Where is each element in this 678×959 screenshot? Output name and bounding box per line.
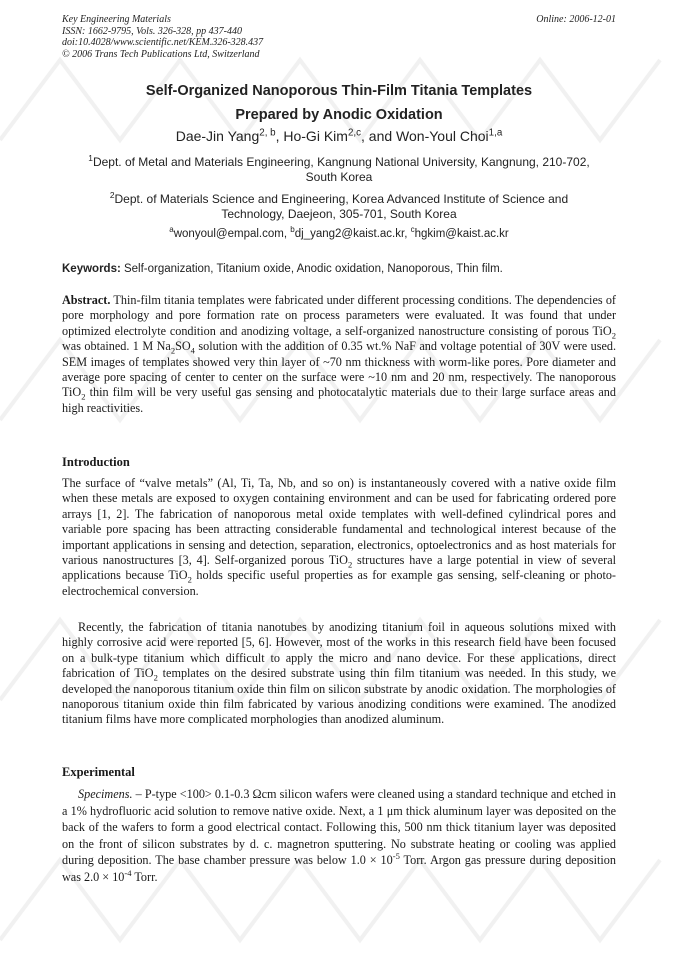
- keywords-label: Keywords:: [62, 263, 121, 275]
- experimental-text: Torr.: [131, 869, 158, 884]
- publication-header: [62, 14, 616, 60]
- author-3-affil: 1,a: [488, 127, 503, 139]
- affiliation-2-text: Dept. of Materials Science and Engineering, Korea Advanced Institute of Science and Technology, Daejeon, 305-701, South Korea: [114, 192, 569, 221]
- intro-text: templates on the desired substrate using thin film titanium was needed. In this study, we developed the nanoporous titanium oxide thin film on silicon substrate by anodic oxidation. The morphologies of nanoporous titanium oxide thin film fabricated by various anodizing conditions were examined. The anodized titanium films have more complicated morphologies than anodized aluminum.: [62, 666, 616, 727]
- affiliation-1-mark: 1: [88, 153, 93, 163]
- doi-line: doi:10.4028/www.scientific.net/KEM.326-328.437: [62, 37, 264, 48]
- abstract-text: was obtained. 1 M Na: [62, 339, 171, 354]
- author-separator: ,: [275, 128, 284, 144]
- intro-text: The surface of “valve metals” (Al, Ti, Ta, Nb, and so on) is instantaneously covered with a native oxide film when these metals are exposed to oxygen containing environment and can be used for fabricating ordered pore arrays [1, 2]. The fabrication of nanoporous metal oxide templates with well-defined cylindrical pores and variable pore spacing has been attracting considerable fundamental and technological interest because of the important applications in sensing and detection, separation, electronics, optoelectronics and as host materials for various nanostructures [3, 4]. Self-organized porous TiO: [62, 476, 616, 568]
- author-1: Dae-Jin Yang: [175, 128, 260, 144]
- experimental-text: – P-type <100> 0.1-0.3 Ωcm silicon wafers were cleaned using a standard technique and etched in a 1% hydrofluoric acid solution to remove native oxide. Next, a 1 μm thick aluminum layer was deposited on the back of the wafers to form a good electrical contact. Following this, 500 nm thick titanium layer was deposited on the front of silicon substrates by d. c. magnetron sputtering. No substrate heating or cooling was applied during deposition. The base chamber pressure was below 1.0 × 10: [62, 787, 616, 868]
- author-3: Won-Youl Choi: [396, 128, 489, 144]
- copyright-line: © 2006 Trans Tech Publications Ltd, Switzerland: [62, 48, 260, 60]
- intro-text: Recently, the fabrication of titania nanotubes by anodizing titanium foil in aqueous solutions mixed with highly corrosive acid were reported [5, 6]. However, most of the works in this research field have been focused on a bulk-type titanium which difficult to apply the micro and nano device. For these applications, direct fabrication of TiO: [62, 620, 616, 681]
- abstract-paragraph: [62, 293, 616, 416]
- email-c[interactable]: hgkim@kaist.ac.kr: [414, 228, 509, 240]
- email-b[interactable]: dj_yang2@kaist.ac.kr,: [294, 228, 411, 240]
- journal-name: Key Engineering Materials: [62, 14, 171, 25]
- experimental-paragraph: [62, 786, 616, 886]
- introduction-heading: Introduction: [62, 455, 130, 469]
- subscript: 2: [187, 574, 192, 585]
- subscript: 2: [81, 391, 86, 402]
- keywords-text: Self-organization, Titanium oxide, Anodic oxidation, Nanoporous, Thin film.: [120, 263, 503, 275]
- keywords: [62, 263, 616, 275]
- author-list: [62, 128, 616, 144]
- email-b-mark: b: [290, 225, 295, 235]
- introduction-paragraph-2: [62, 620, 616, 728]
- subscript: 2: [170, 345, 176, 356]
- email-a[interactable]: wonyoul@empal.com,: [173, 228, 291, 240]
- author-1-affil: 2, b: [259, 127, 276, 139]
- author-separator: , and: [361, 128, 397, 144]
- affiliation-2-mark: 2: [109, 190, 115, 200]
- superscript: -4: [124, 867, 132, 878]
- issn-line: ISSN: 1662-9795, Vols. 326-328, pp 437-440: [62, 25, 242, 37]
- specimens-label: Specimens.: [78, 787, 133, 801]
- affiliation-2: [82, 192, 596, 222]
- intro-text: holds specific useful properties as for example gas sensing, self-cleaning or photo-electrochemical conversion.: [62, 568, 616, 598]
- email-c-mark: c: [410, 225, 415, 235]
- paper-title-line-2: Prepared by Anodic Oxidation: [235, 107, 443, 123]
- superscript: -5: [392, 851, 400, 862]
- subscript: 2: [347, 559, 353, 570]
- abstract-text: solution with the addition of 0.35 wt.% NaF and voltage potential of 30V were used. SEM images of templates showed very thin layer of ~70 nm thickness with worm-like pores. Pore diameter and average pore spacing of center to center on the surface were ~10 nm and 20 nm, respectively. The nanoporous TiO: [62, 339, 617, 400]
- abstract-label: Abstract.: [62, 293, 111, 307]
- abstract-text: SO: [175, 339, 191, 354]
- affiliation-1-text: Dept. of Metal and Materials Engineering, Kangnung National University, Kangnung, 210-702, South Korea: [92, 155, 590, 184]
- email-a-mark: a: [169, 225, 174, 235]
- experimental-text: Torr. Argon gas pressure during deposition was 2.0 × 10: [62, 853, 616, 884]
- author-2: Ho-Gi Kim: [283, 128, 348, 144]
- subscript: 4: [190, 345, 195, 356]
- introduction-paragraph-1: [62, 476, 616, 599]
- subscript: 2: [153, 672, 158, 683]
- online-date: Online: 2006-12-01: [536, 14, 616, 25]
- abstract-text: thin film will be very useful gas sensing and photocatalytic materials due to their large surface areas and high reactivities.: [62, 385, 616, 415]
- author-2-affil: 2,c: [347, 127, 362, 139]
- intro-text: structures have a large potential in view of several applications because TiO: [62, 553, 616, 583]
- abstract-text: Thin-film titania templates were fabricated under different processing conditions. The dependencies of pore morphology and pore formation rate on process parameters were evaluated. It was found that under optimized electrolyte condition and anodizing voltage, a self-organized nanostructure consisting of porous TiO: [62, 293, 616, 338]
- experimental-heading: Experimental: [62, 765, 135, 779]
- subscript: 2: [611, 330, 616, 341]
- paper-title-line-1: Self-Organized Nanoporous Thin-Film Titania Templates: [145, 83, 533, 99]
- affiliation-1: [82, 155, 596, 185]
- email-list: [62, 225, 616, 240]
